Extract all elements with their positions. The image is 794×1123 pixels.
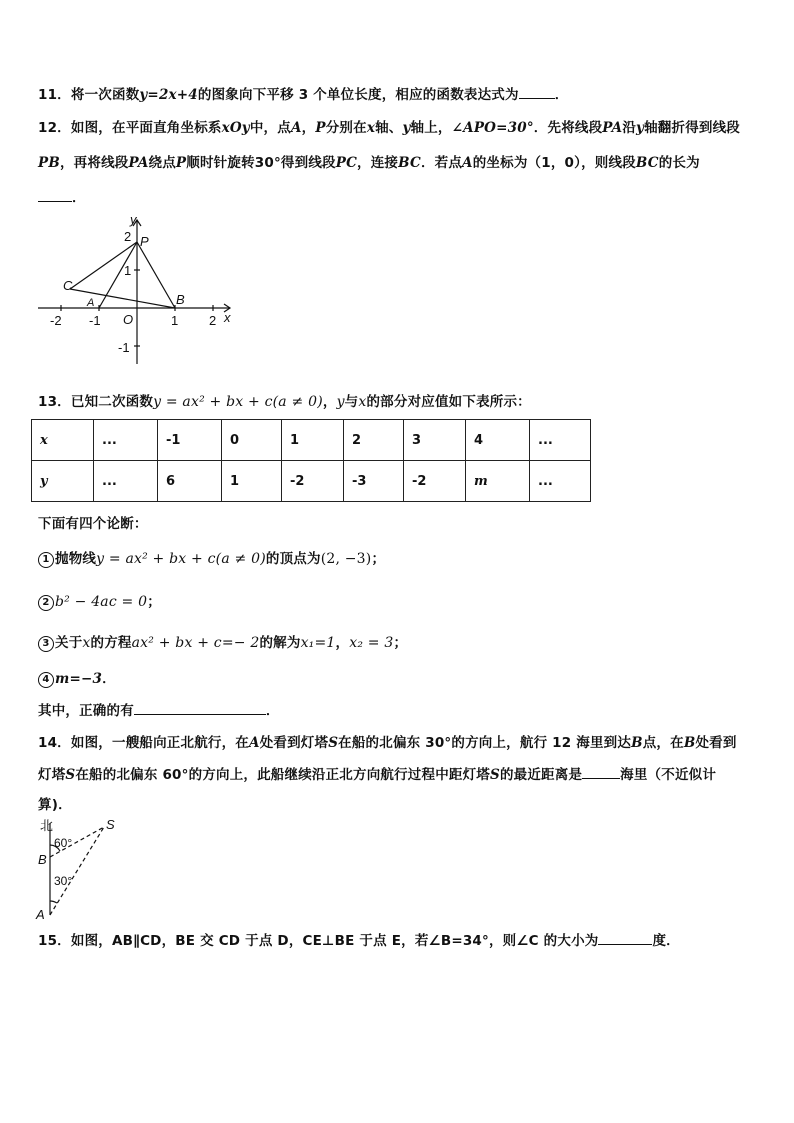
q14-text: 点，在 [642,735,684,751]
q14-point-a: A [249,735,260,751]
q12-end: ． [72,190,86,206]
q13-s1-end: ； [371,551,386,567]
q13-number: 13． [38,394,71,410]
q12-segment-pc: PC [335,155,358,171]
table-cell: 3 [404,420,466,461]
q13-text: 的部分对应值如下表所示： [366,394,531,410]
tick-label-y-1: 1 [124,263,132,278]
table-cell: ... [94,420,158,461]
q14-text: 处看到 [695,735,737,751]
north-label: 北 [40,818,54,833]
q12-var-x: x [366,120,376,136]
q13-function: y = ax² + bx + c(a ≠ 0) [153,394,323,410]
q13-s3-var-x: x [82,635,91,651]
table-cell: 0 [222,420,282,461]
q14-text: 在船的北偏东 30°的方向上，航行 12 海里到达 [338,735,632,751]
q13-text: ， [322,394,337,410]
table-cell: -3 [344,461,404,502]
q12-segment-pa: PA [128,155,149,171]
q14-number: 14． [38,735,71,751]
q13-s1-function: y = ax² + bx + c(a ≠ 0) [96,551,266,567]
q14-text: 的最近距离是 [499,767,583,783]
q13-s3-text: ， [335,635,350,651]
tick-label-x-neg1: -1 [89,313,101,328]
q14-text: 算)． [38,797,72,813]
question-12-line-3 [38,186,86,206]
segment-pb [137,242,175,308]
q12-text: 沿 [622,120,637,136]
x-axis-label: x [224,310,231,325]
q14-text: 海里（不近似计 [620,767,717,783]
q15-text: 15．如图，AB∥CD，BE 交 CD 于点 D，CE⊥BE 于点 E，若∠B=34°，则∠C 的大小为 [38,933,599,949]
q13-text: 已知二次函数 [70,394,154,410]
table-cell: 6 [158,461,222,502]
point-s-label: S [106,817,115,832]
y-axis-label: y [130,212,137,227]
q12-segment-bc: BC [398,155,421,171]
q14-point-b: B [631,735,643,751]
tick-label-x-1: 1 [171,313,179,328]
q14-text: 处看到灯塔 [259,735,329,751]
q13-intro [38,512,148,532]
q11-end: ． [554,87,569,103]
table-cell: ... [530,461,591,502]
q14-point-s: S [490,767,500,783]
table-cell: -2 [404,461,466,502]
q12-var-y: y [636,120,645,136]
q11-answer-blank[interactable] [519,86,555,99]
q12-xoy: xOy [221,120,250,136]
question-15 [38,929,680,949]
q12-text: 的长为 [658,155,700,171]
circled-number-2: 2 [38,595,54,611]
q12-text: 绕点 [148,155,176,171]
point-a-label: A [87,297,95,309]
q13-value-table [31,419,591,502]
table-cell: 1 [282,420,344,461]
question-13 [38,390,531,410]
point-p-label: P [140,234,149,249]
q13-s3-text: 的方程 [90,635,132,651]
q13-s3-end: ； [393,635,408,651]
q12-angle: ∠APO=30° [451,120,534,136]
point-b-label: B [38,852,47,867]
q11-number: 11． [38,87,71,103]
q14-text: 在船的北偏东 60°的方向上，此船继续沿正北方向航行过程中距灯塔 [75,767,490,783]
q14-navigation-figure [30,815,130,923]
q12-text: ．若点 [420,155,463,171]
question-14-line-2 [38,763,716,783]
q13-s1-vertex: (2, −3) [320,551,372,567]
q14-text: 灯塔 [38,767,66,783]
question-12-line-2 [38,151,700,171]
q12-text: ，再将线段 [59,155,129,171]
q14-answer-blank[interactable] [582,766,620,779]
q12-text: 轴翻折得到线段 [644,120,740,136]
q13-s3-equation: ax² + bx + c=− 2 [131,635,260,651]
q12-number: 12． [38,120,71,136]
table-cell: y [32,461,94,502]
tick-label-x-neg2: -2 [50,313,62,328]
q12-text: 中，点 [249,120,291,136]
q13-answer-end: ． [265,703,280,719]
q12-coordinate-figure [30,212,240,372]
table-cell: 1 [222,461,282,502]
table-row-x [32,420,591,461]
q11-text: 将一次函数 [70,87,140,103]
q13-intro-text: 下面有四个论断： [38,516,148,532]
q13-statement-1 [38,547,385,568]
q12-text: 顺时针旋转30°得到线段 [186,155,336,171]
table-cell: ... [530,420,591,461]
table-cell: 2 [344,420,404,461]
tick-label-y-2: 2 [124,229,132,244]
q12-text: 如图，在平面直角坐标系 [70,120,222,136]
q12-text: 轴上， [410,120,452,136]
question-14-line-3 [38,793,72,813]
angle-30-label: 30° [54,874,73,888]
tick-label-y-neg1: -1 [118,340,130,355]
q12-segment-pb: PB [38,155,60,171]
q12-answer-blank[interactable] [38,189,72,202]
q13-s3-text: 的解为 [259,635,301,651]
q13-s1-text: 抛物线 [55,551,97,567]
q14-text: 如图，一艘船向正北航行，在 [70,735,249,751]
q12-point-p: P [315,120,326,136]
point-a-label: A [36,907,45,922]
table-cell: 4 [466,420,530,461]
q13-var-y: y [336,394,345,410]
q13-s4-text: m=−3 [55,671,103,687]
q15-answer-blank[interactable] [598,932,652,945]
angle-60-label: 60° [54,836,73,850]
q11-function: y=2x+4 [139,87,198,103]
table-cell: m [466,461,530,502]
q12-point-p: P [175,155,187,171]
point-c-label: C [63,278,73,293]
q12-text: ， [301,120,316,136]
q13-statement-4 [38,667,116,688]
q11-text-2: 的图象向下平移 3 个单位长度，相应的函数表达式为 [197,87,519,103]
q13-s1-text: 的顶点为 [265,551,321,567]
q12-text: 轴、 [375,120,403,136]
q14-point-b: B [683,735,696,751]
q13-text: 与 [344,394,359,410]
q12-segment-bc: BC [635,155,659,171]
question-12-line-1 [38,116,740,136]
table-cell: -1 [158,420,222,461]
q12-var-y: y [402,120,411,136]
q13-s3-text: 关于 [55,635,83,651]
question-11 [38,83,568,103]
tick-label-x-2: 2 [209,313,217,328]
q13-s2-expression: b² − 4ac = 0 [55,594,148,610]
q13-s2-end: ； [147,594,161,610]
q12-point-a: A [290,120,302,136]
q13-answer-line [38,699,280,719]
q12-text: ，连接 [357,155,399,171]
q13-var-x: x [358,394,367,410]
circled-number-1: 1 [38,552,54,568]
q12-text: 的坐标为（1，0），则线段 [472,155,636,171]
q12-point-a: A [462,155,473,171]
point-b-label: B [176,292,185,307]
segment-bc [70,289,175,308]
table-cell: ... [94,461,158,502]
q13-s3-solution-2: x₂ = 3 [349,635,394,651]
q14-point-s: S [328,735,339,751]
q13-s4-end: ． [102,671,116,687]
circled-number-3: 3 [38,636,54,652]
angle-30-arc [50,901,57,903]
table-row-y [32,461,591,502]
origin-label: O [123,312,134,327]
q13-statement-2 [38,590,161,611]
q12-text: ．先将线段 [533,120,603,136]
q13-answer-blank[interactable] [134,702,266,715]
table-cell: -2 [282,461,344,502]
q13-answer-text: 其中，正确的有 [38,703,134,719]
q13-s3-solution-1: x₁=1 [300,635,336,651]
circled-number-4: 4 [38,672,54,688]
q12-segment-pa: PA [602,120,623,136]
q13-statement-3 [38,631,407,652]
question-14-line-1 [38,731,737,751]
q12-text: 分别在 [325,120,367,136]
q15-end: 度． [652,933,680,949]
q14-point-s: S [65,767,76,783]
table-cell: x [32,420,94,461]
